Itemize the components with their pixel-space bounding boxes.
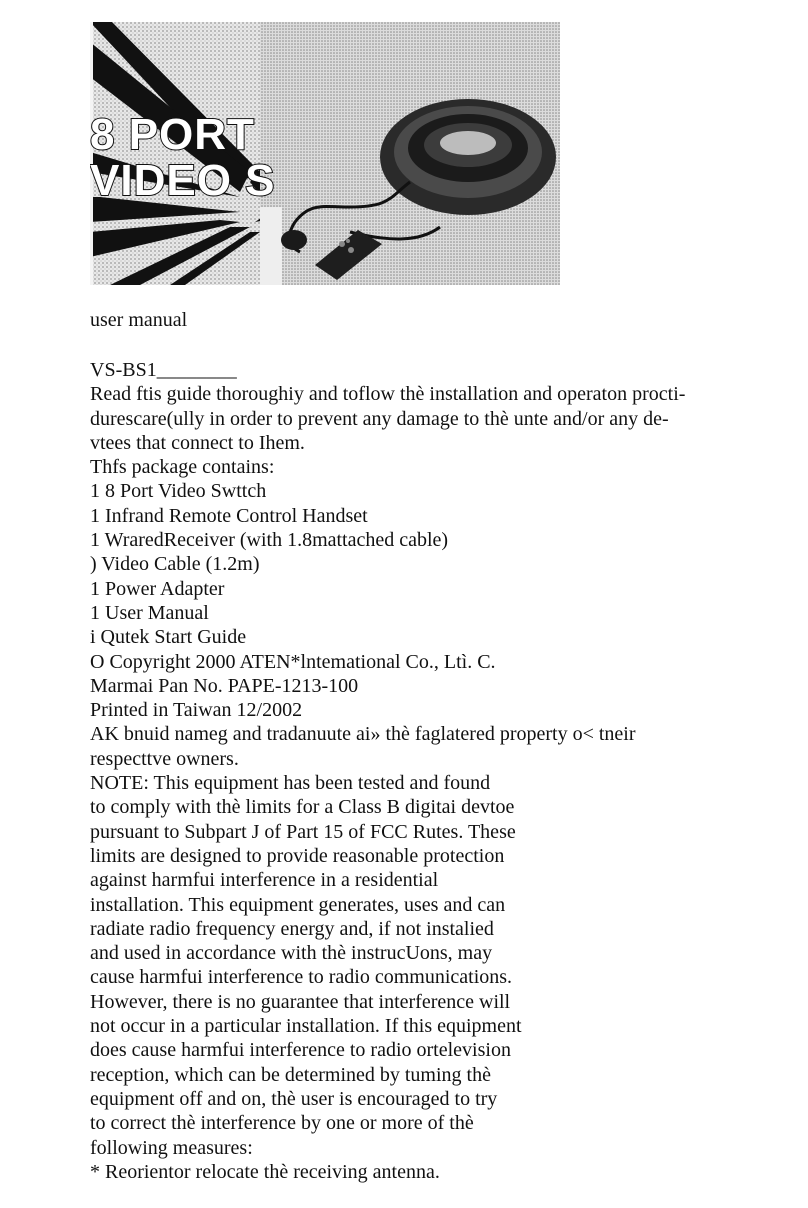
package-item: 1 8 Port Video Swttch: [90, 480, 267, 503]
cover-image: [90, 22, 560, 285]
fcc-note-line: reception, which can be determined by tuming thè: [90, 1063, 491, 1086]
package-item: 1 Power Adapter: [90, 577, 225, 600]
doc-label: user manual: [90, 309, 188, 331]
package-item: 1 Infrand Remote Control Handset: [90, 504, 368, 527]
package-item: i Qutek Start Guide: [90, 626, 247, 649]
fcc-note-line: not occur in a particular installation. If this equipment: [90, 1015, 522, 1038]
fcc-note-line: equipment off and on, thè user is encouraged to try: [90, 1087, 498, 1110]
text-line: Read ftis guide thoroughiy and toflow thè installation and operaton procti-: [90, 383, 686, 406]
fcc-note-line: pursuant to Subpart J of Part 15 of FCC Rutes. These: [90, 820, 516, 843]
package-item: 1 WraredReceiver (with 1.8mattached cable): [90, 529, 449, 552]
fcc-note-line: to correct thè interference by one or more of thè: [90, 1112, 474, 1135]
fcc-note-line: and used in accordance with thè instrucUons, may: [90, 942, 493, 965]
measure-item: * Reorientor relocate thè receiving antenna.: [90, 1160, 440, 1183]
cover-title-line2: VIDEO S: [90, 156, 276, 205]
trademark-line: respecttve owners.: [90, 747, 239, 770]
ir-receiver: [281, 230, 307, 250]
text-line: vtees that connect to Ihem.: [90, 431, 305, 454]
package-item: 1 User Manual: [90, 601, 209, 624]
fcc-note-line: following measures:: [90, 1136, 253, 1159]
fcc-note-line: limits are designed to provide reasonable protection: [90, 844, 505, 867]
cover-title-line1: 8 PORT: [90, 110, 255, 159]
part-number: Marmai Pan No. PAPE-1213-100: [90, 674, 359, 697]
text-line: durescare(ully in order to prevent any damage to thè unte and/or any de-: [90, 407, 669, 430]
coiled-cable: [380, 99, 556, 215]
fcc-note-line: radiate radio frequency energy and, if not instalied: [90, 917, 494, 940]
fcc-note-line: against harmfui interference in a residential: [90, 869, 439, 892]
manual-body: [90, 358, 780, 1184]
text-line: Thfs package contains:: [90, 456, 275, 479]
copyright-line: O Copyright 2000 ATEN*lntemational Co., Ltì. C.: [90, 650, 496, 673]
fcc-note-line: installation. This equipment generates, uses and can: [90, 893, 506, 916]
fcc-note-line: NOTE: This equipment has been tested and found: [90, 772, 491, 795]
model-number: VS-BS1________: [90, 359, 237, 381]
print-info: Printed in Taiwan 12/2002: [90, 699, 303, 722]
fcc-note-line: does cause harmfui interference to radio ortelevision: [90, 1039, 511, 1062]
photo-divider: [260, 207, 282, 285]
fcc-note-line: to comply with thè limits for a Class B digitai devtoe: [90, 796, 515, 819]
package-item: ) Video Cable (1.2m): [90, 553, 260, 576]
fcc-note-line: cause harmfui interference to radio communications.: [90, 966, 513, 989]
fcc-note-line: However, there is no guarantee that interference will: [90, 990, 511, 1013]
trademark-line: AK bnuid nameg and tradanuute ai» thè faglatered property o< tneir: [90, 723, 636, 746]
